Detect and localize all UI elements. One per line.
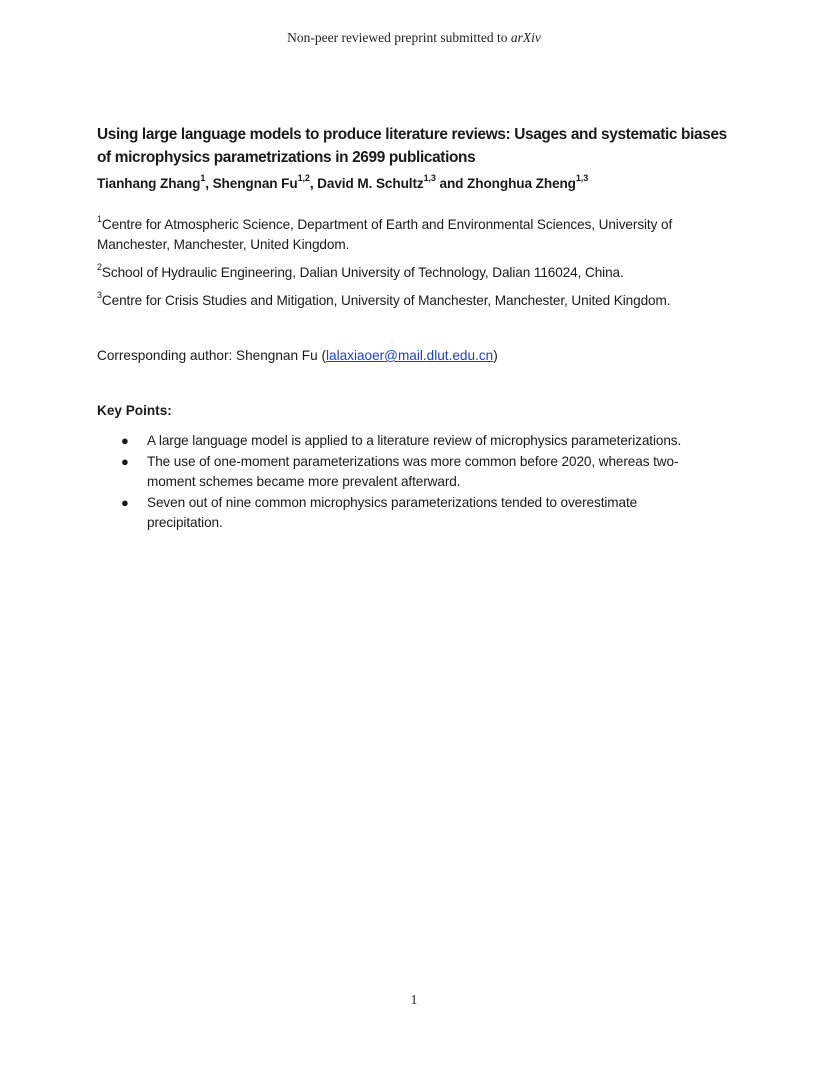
- key-points-heading: Key Points:: [97, 403, 172, 418]
- paper-title-line-1: Using large language models to produce literature reviews: Usages and systematic biases: [97, 126, 727, 143]
- key-point-text: Seven out of nine common microphysics parameterizations tended to overestimate precipitation.: [147, 494, 638, 530]
- affiliation-text: Centre for Crisis Studies and Mitigation, University of Manchester, Manchester, United Kingdom.: [101, 293, 671, 308]
- corresponding-author: [97, 346, 747, 366]
- affiliation-text: School of Hydraulic Engineering, Dalian University of Technology, Dalian 116024, China.: [101, 265, 624, 280]
- bullet-icon: ●: [121, 494, 129, 510]
- corresponding-author-label: Corresponding author: Shengnan Fu (: [97, 348, 326, 363]
- author-affiliation-mark: 1,3: [423, 173, 436, 184]
- bullet-icon: ●: [121, 453, 129, 469]
- key-point-text: The use of one-moment parameterizations was more common before 2020, whereas two-moment schemes became more prevalent afterward.: [147, 453, 679, 489]
- key-point-item: [97, 452, 697, 493]
- affiliation-mark: 2: [97, 262, 102, 273]
- author-separator: and: [435, 176, 468, 191]
- author-name: Shengnan Fu: [212, 176, 298, 191]
- affiliation-text: Centre for Atmospheric Science, Department of Earth and Environmental Sciences, University of Manchester, Manchester, United Kingdom.: [97, 217, 673, 252]
- title-page-content: [97, 123, 747, 534]
- author-separator: ,: [309, 176, 318, 191]
- affiliation-mark: 1: [97, 214, 102, 225]
- key-points-list: [97, 431, 697, 534]
- paper-title-line-2: of microphysics parametrizations in 2699 publications: [97, 149, 476, 166]
- author-name: David M. Schultz: [317, 176, 424, 191]
- page-number: 1: [410, 992, 418, 1007]
- corresponding-author-suffix: ): [493, 348, 498, 363]
- paper-title: [97, 123, 747, 169]
- key-point-item: [97, 431, 697, 452]
- author-list: [97, 174, 747, 194]
- author-affiliation-mark: 1,2: [297, 173, 310, 184]
- preprint-notice-text: Non-peer reviewed preprint submitted to: [287, 30, 511, 45]
- author-name: Tianhang Zhang: [97, 176, 201, 191]
- corresponding-email-link[interactable]: lalaxiaoer@mail.dlut.edu.cn: [325, 348, 494, 363]
- author-name: Zhonghua Zheng: [467, 176, 576, 191]
- preprint-venue: arXiv: [510, 30, 541, 45]
- bullet-icon: ●: [121, 433, 129, 448]
- affiliation: [97, 263, 747, 283]
- key-point-item: [97, 493, 697, 534]
- preprint-notice: [0, 30, 828, 46]
- author-affiliation-mark: 1,3: [575, 173, 589, 184]
- key-point-text: A large language model is applied to a literature review of microphysics parameterizations.: [147, 433, 682, 448]
- affiliation-mark: 3: [97, 290, 102, 301]
- author-separator: ,: [205, 176, 213, 191]
- affiliation: [97, 291, 747, 311]
- author-affiliation-mark: 1: [200, 173, 206, 184]
- affiliation: [97, 215, 747, 255]
